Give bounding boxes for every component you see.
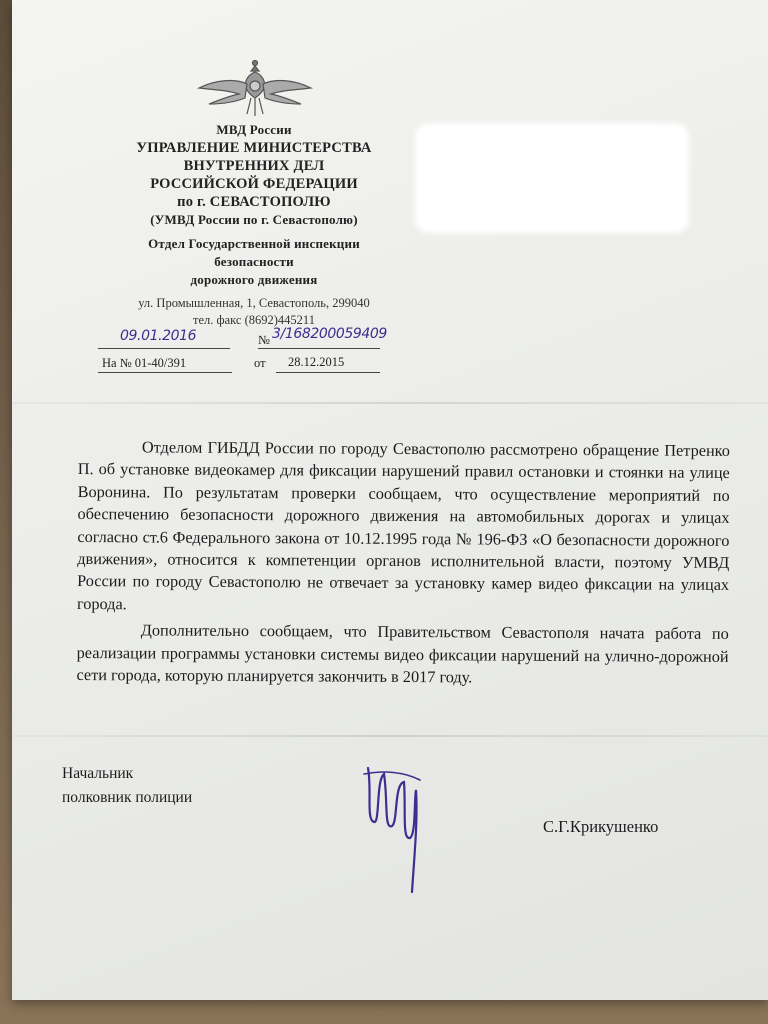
dept-line-inspection: Отдел Государственной инспекции [148,236,360,251]
org-line-russian-federation: РОССИЙСКОЙ ФЕДЕРАЦИИ [150,176,358,192]
number-underline [258,348,380,349]
org-line-abbreviation: (УМВД России по г. Севастополю) [150,212,358,227]
reply-underline [98,372,232,373]
registration-number-label: № [258,333,270,347]
signatory-name: С.Г.Крикушенко [543,817,659,836]
date-underline [98,348,230,349]
from-date: 28.12.2015 [288,355,345,369]
org-line-department: УПРАВЛЕНИЕ МИНИСТЕРСТВА [136,140,372,156]
from-label: от [254,356,266,370]
signatory-rank: полковник полиции [62,789,193,806]
reply-to-number: На № 01-40/391 [102,356,187,370]
redacted-recipient-block [418,126,686,230]
org-line-internal-affairs: ВНУТРЕННИХ ДЕЛ [183,158,325,174]
org-phone: тел. факс (8692)445211 [193,313,315,327]
handwritten-registration-number: 3/168200059409 [272,326,387,342]
paper-fold-line [12,402,768,404]
org-address: ул. Промышленная, 1, Севастополь, 299040 [138,296,370,310]
signatory-position: Начальник [62,765,134,782]
org-line-mvd: МВД России [216,122,292,137]
body-paragraph-1: Отделом ГИБДД России по городу Севастополю рассмотрено обращение Петренко П. об установке видеокамер для фиксации нарушений правил остановки и стоянки на улице Воронина. По результатам проверки сообщаем, что осуществление мероприятий по обеспечению безопасности дорожного движения на автомобильных дорогах и улицах согласно ст.6 Федерального закона от 10.12.1995 года № 196-ФЗ «О безопасности дорожного движения», относится к компетенции органов исполнительной власти, поэтому УМВД России по городу Севастополю не отвечает за установку камер видео фиксации на улицах города. [76,437,730,614]
signatory-title-block [62,762,192,810]
dept-line-safety: безопасности [214,254,294,269]
handwritten-registration-date: 09.01.2016 [120,328,197,344]
handwritten-signature [354,760,434,900]
org-line-city: по г. СЕВАСТОПОЛЮ [177,194,331,210]
from-date-underline [276,372,380,373]
eagle-emblem-icon [195,58,315,122]
body-paragraph-2: Дополнительно сообщаем, что Правительством Севастополя начата работа по реализации программы установки системы видео фиксации нарушений на улично-дорожной сети города, которую планируется закончить в 2017 году. [76,620,729,687]
letter-body [76,436,730,694]
dept-line-traffic: дорожного движения [190,272,318,287]
paper-fold-line [12,735,768,737]
